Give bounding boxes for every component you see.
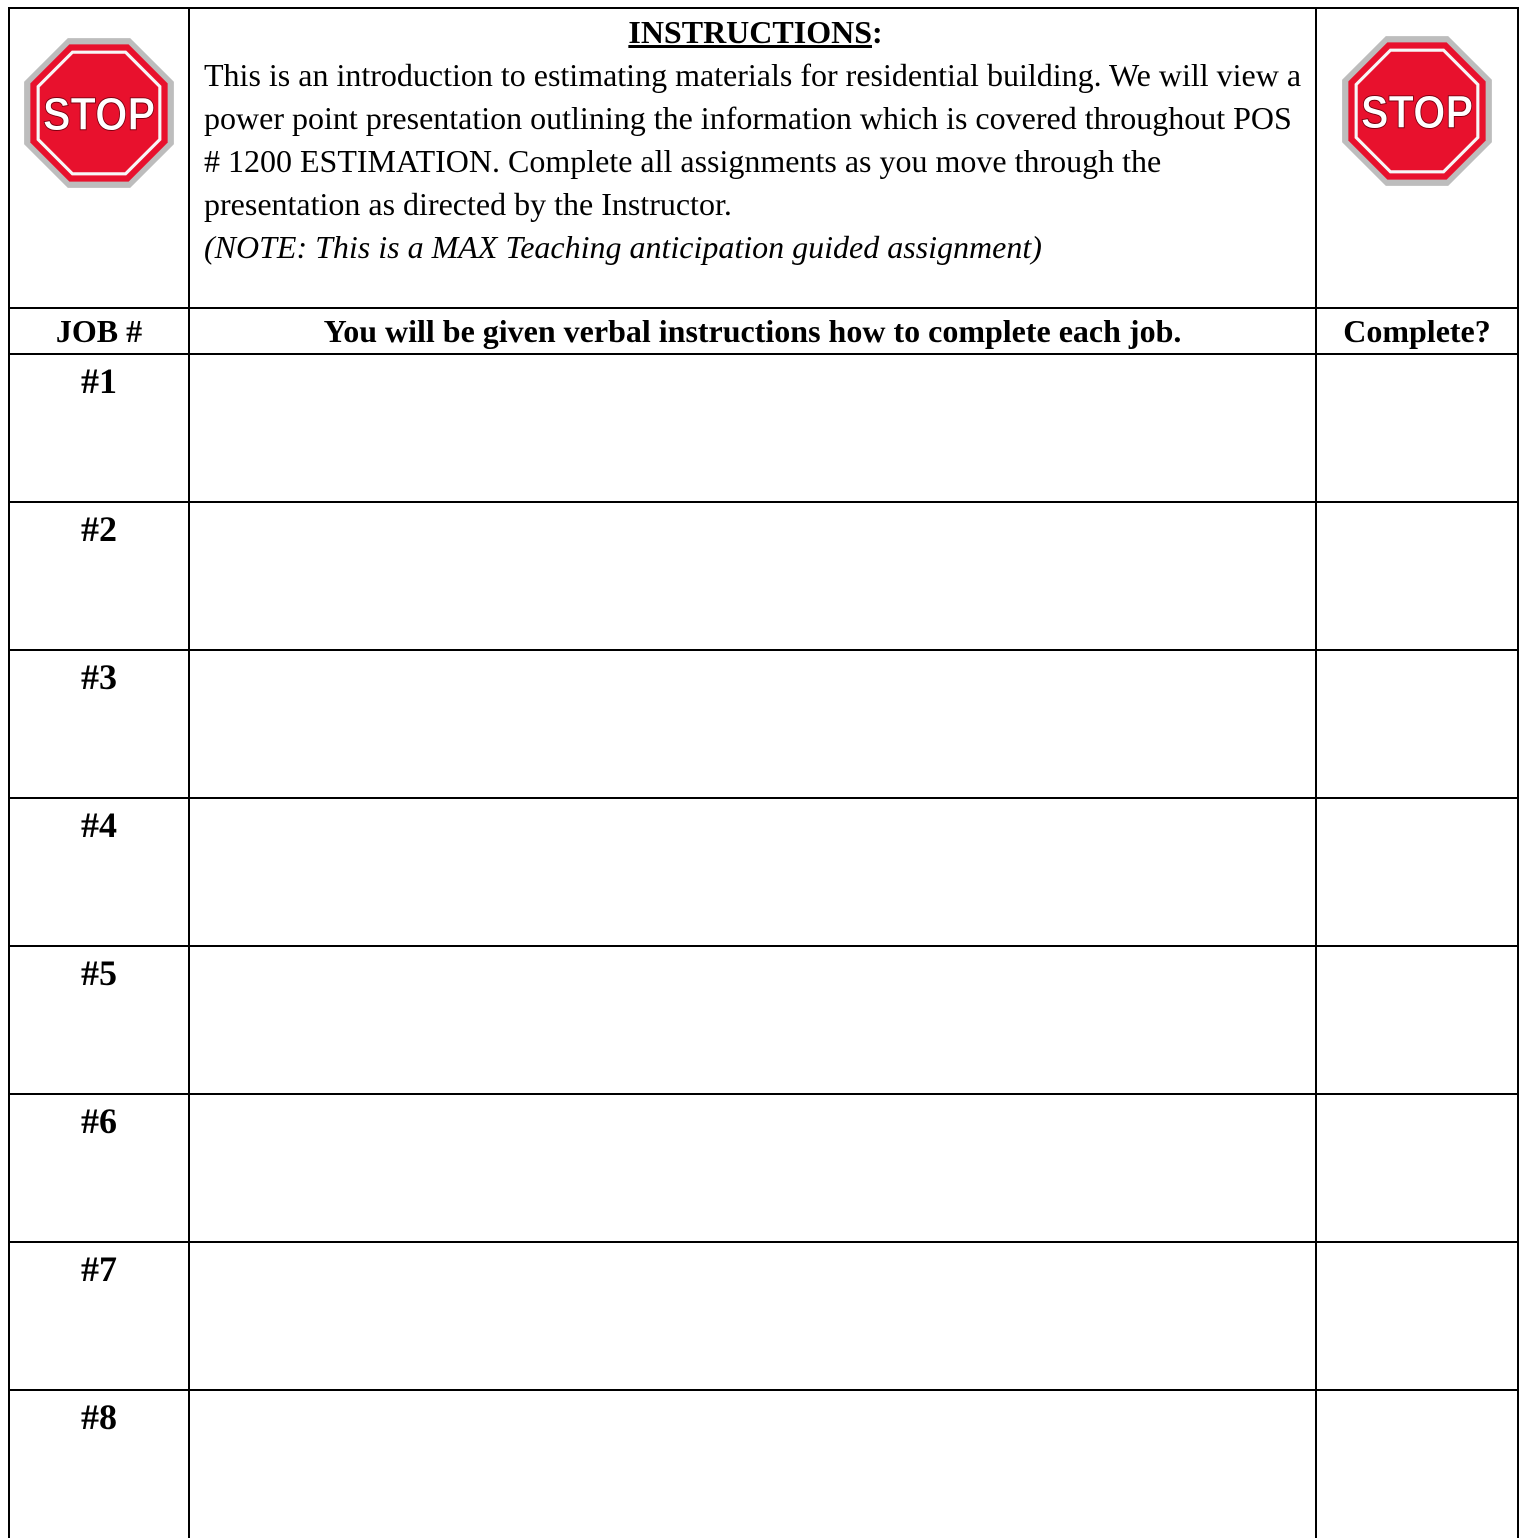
job-number-cell: #4 (9, 798, 189, 946)
job-description-cell[interactable] (189, 1242, 1316, 1390)
job-number-cell: #7 (9, 1242, 189, 1390)
stop-sign-icon (21, 35, 177, 191)
job-description-cell[interactable] (189, 1390, 1316, 1538)
job-complete-cell[interactable] (1316, 354, 1518, 502)
job-description-cell[interactable] (189, 650, 1316, 798)
job-complete-cell[interactable] (1316, 946, 1518, 1094)
job-complete-cell[interactable] (1316, 650, 1518, 798)
job-number-cell: #3 (9, 650, 189, 798)
right-logo-cell (1316, 8, 1518, 308)
header-description: You will be given verbal instructions how to complete each job. (189, 308, 1316, 354)
job-description-cell[interactable] (189, 502, 1316, 650)
table-row (9, 1242, 1518, 1390)
job-complete-cell[interactable] (1316, 798, 1518, 946)
instructions-heading: INSTRUCTIONS: (628, 14, 883, 50)
job-description-cell[interactable] (189, 946, 1316, 1094)
job-complete-cell[interactable] (1316, 502, 1518, 650)
job-description-cell[interactable] (189, 1094, 1316, 1242)
job-sheet-table (8, 7, 1519, 1538)
job-description-cell[interactable] (189, 354, 1316, 502)
table-row (9, 1094, 1518, 1242)
table-row (9, 946, 1518, 1094)
job-number-cell: #2 (9, 502, 189, 650)
job-number-cell: #1 (9, 354, 189, 502)
table-row (9, 354, 1518, 502)
table-row (9, 798, 1518, 946)
stop-sign-icon (1339, 33, 1495, 189)
stop-sign-text: STOP (42, 88, 156, 141)
job-complete-cell[interactable] (1316, 1390, 1518, 1538)
instructions-note: (NOTE: This is a MAX Teaching anticipation guided assignment) (204, 229, 1042, 265)
left-logo-cell (9, 8, 189, 308)
table-row (9, 650, 1518, 798)
job-complete-cell[interactable] (1316, 1242, 1518, 1390)
job-description-cell[interactable] (189, 798, 1316, 946)
table-row (9, 502, 1518, 650)
instructions-row (9, 8, 1518, 308)
table-header-row (9, 308, 1518, 354)
table-row (9, 1390, 1518, 1538)
header-complete: Complete? (1316, 308, 1518, 354)
job-number-cell: #6 (9, 1094, 189, 1242)
header-job-number: JOB # (9, 308, 189, 354)
job-number-cell: #8 (9, 1390, 189, 1538)
job-complete-cell[interactable] (1316, 1094, 1518, 1242)
instructions-cell (189, 8, 1316, 308)
job-number-cell: #5 (9, 946, 189, 1094)
stop-sign-text: STOP (1360, 86, 1474, 139)
instructions-body: This is an introduction to estimating materials for residential building. We will view a power point presentation outlining the information which is covered throughout POS # 1200 ESTIMATION. Complete all assignments as you move through the presentation as directed by the Instructor. (204, 57, 1302, 222)
